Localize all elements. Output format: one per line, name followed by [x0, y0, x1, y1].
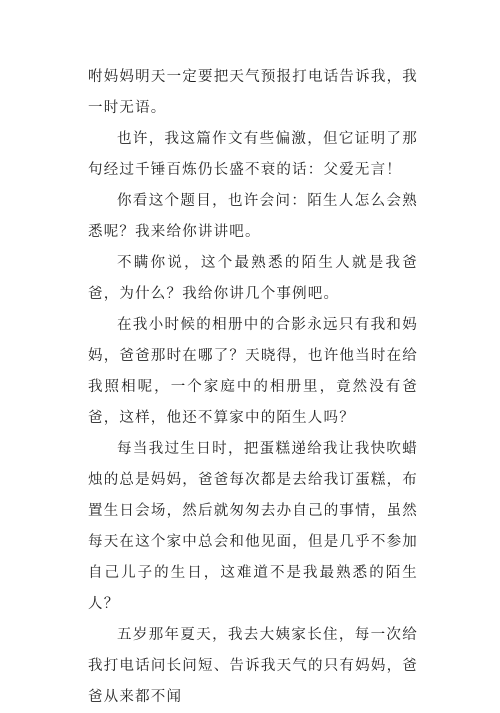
paragraph-question: 你看这个题目，也许会问：陌生人怎么会熟悉呢？我来给你讲讲吧。	[88, 193, 418, 240]
paragraph-continuation: 咐妈妈明天一定要把天气预报打电话告诉我，我一时无语。	[88, 69, 418, 116]
paragraph-birthday: 每当我过生日时，把蛋糕递给我让我快吹蜡烛的总是妈妈，爸爸每次都是去给我订蛋糕，布置生日会场，然后就匆匆去办自己的事情，虽然每天在这个家中总会和他见面，但是几乎不参加自己儿子的生日，这难道不是我最熟悉的陌生人？	[88, 441, 418, 612]
paragraph-photo-album: 在我小时候的相册中的合影永远只有我和妈妈，爸爸那时在哪了？天晓得，也许他当时在给我照相呢，一个家庭中的相册里，竟然没有爸爸，这样，他还不算家中的陌生人吗？	[88, 317, 418, 426]
paragraph-summer: 五岁那年夏天，我去大姨家长住，每一次给我打电话问长问短、告诉我天气的只有妈妈，爸爸从来都不闻	[88, 627, 418, 705]
paragraph-conclusion: 也许，我这篇作文有些偏激，但它证明了那句经过千锤百炼仍长盛不衰的话：父爱无言！	[88, 131, 418, 178]
paragraph-reveal: 不瞒你说，这个最熟悉的陌生人就是我爸爸，为什么？我给你讲几个事例吧。	[88, 255, 418, 302]
essay-text	[88, 62, 418, 713]
